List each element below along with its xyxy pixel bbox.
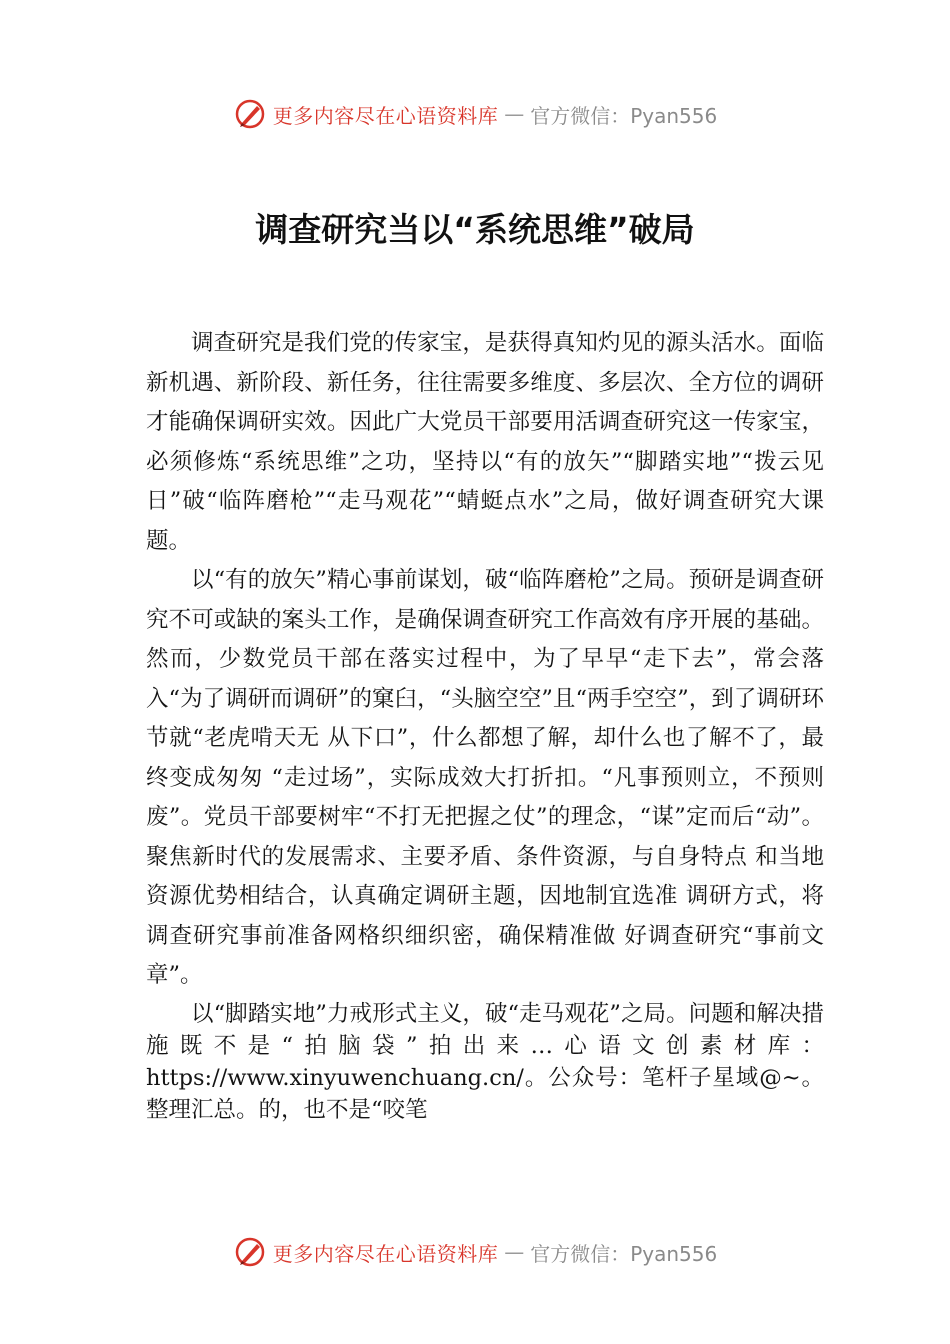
banner-separator: —: [504, 1240, 525, 1264]
pen-circle-logo-icon: [233, 97, 267, 131]
banner-wechat: 官方微信：Pyan556: [530, 1241, 718, 1266]
paragraph-2: 以“有的放矢”精心事前谋划，破“临阵磨枪”之局。预研是调查研究不可或缺的案头工作，是确保调查研究工作高效有序开展的基础。然而，少数党员干部在落实过程中，为了早早“走下去”，常会落入“为了调研而调研”的窠臼，“头脑空空”且“两手空空”，到了调研环节就“老虎啃天无 从下口”，什么都想了解，却什么也了解不了，最终变成匆匆 “走过场”，实际成效大打折扣。“凡事预则立，不预则废”。党员干部要树牢“不打无把握之仗”的理念，“谋”定而后“动”。聚焦新时代的发展需求、主要矛盾、条件资源，与自身特点 和当地资源优势相结合，认真确定调研主题，因地制宜选准 调研方式，将调查研究事前准备网格织细织密，确保精准做 好调查研究“事前文章”。: [146, 567, 824, 988]
pen-circle-logo-icon: [233, 1235, 267, 1269]
document-body: [146, 324, 824, 1126]
document-title: 调查研究当以“系统思维”破局: [255, 210, 695, 249]
banner-text: 更多内容尽在心语资料库: [272, 103, 499, 128]
banner-text: 更多内容尽在心语资料库: [272, 1241, 499, 1266]
header-banner: [0, 92, 950, 136]
paragraph-3: 以“脚踏实地”力戒形式主义，破“走马观花”之局。问题和解决措施既不是“拍脑袋”拍出来…心语文创素材库：https://www.xinyuwenchuang.cn/。公众号：笔杆子星域@~。整理汇总。的，也不是“咬笔: [146, 1000, 824, 1123]
footer-banner: [0, 1230, 950, 1274]
paragraph-1: 调查研究是我们党的传家宝，是获得真知灼见的源头活水。面临新机遇、新阶段、新任务，往往需要多维度、多层次、全方位的调研才能确保调研实效。因此广大党员干部要用活调查研究这一传家宝，必须修炼“系统思维”之功，坚持以“有的放矢”“脚踏实地”“拨云见日”破“临阵磨枪”“走马观花”“蜻蜓点水”之局，做好调查研究大课题。: [146, 330, 824, 554]
banner-separator: —: [504, 102, 525, 126]
banner-wechat: 官方微信：Pyan556: [530, 103, 718, 128]
